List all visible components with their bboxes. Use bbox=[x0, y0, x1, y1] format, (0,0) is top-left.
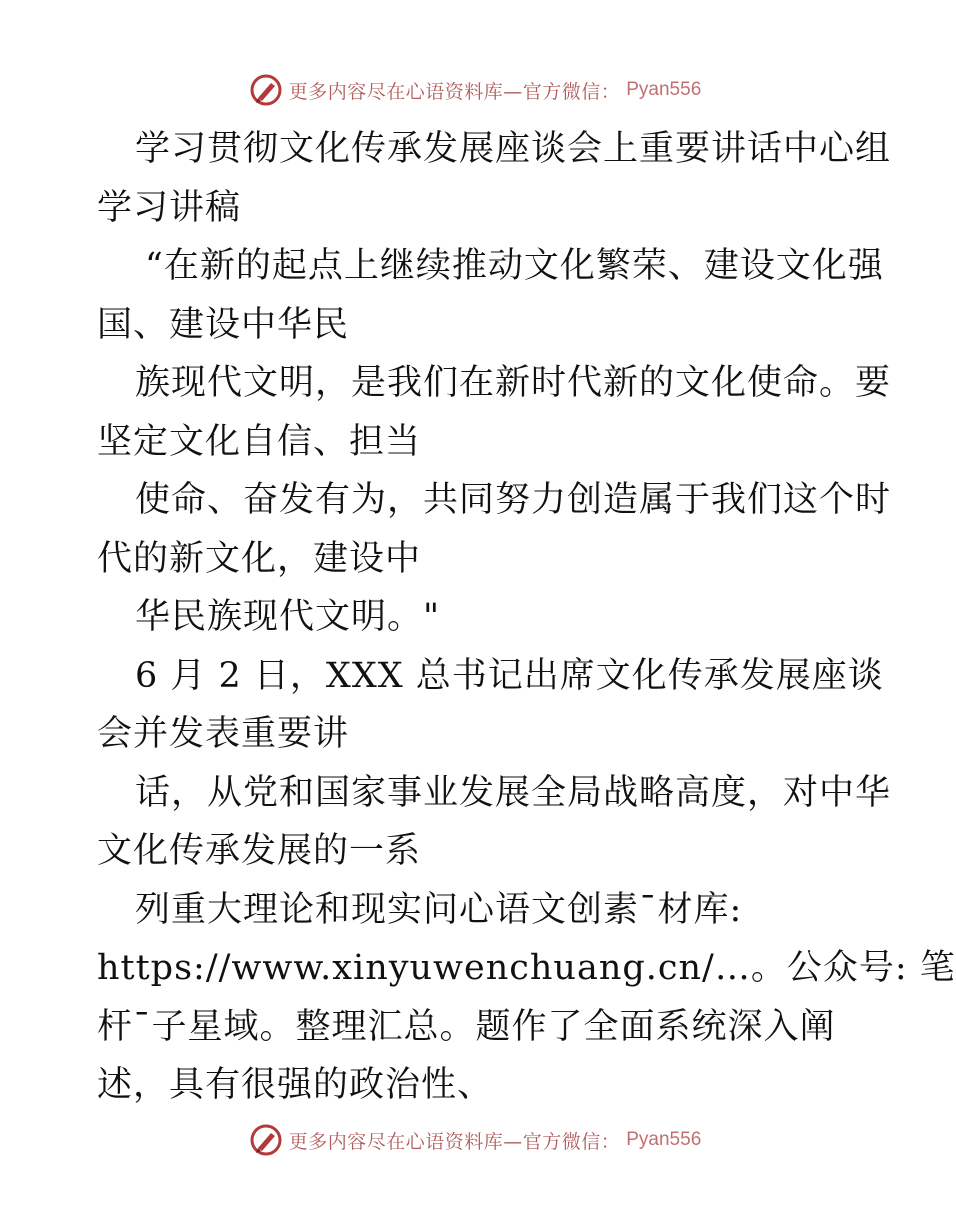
text-line: 坚定文化自信、担当 bbox=[97, 421, 422, 462]
text-line: 述，具有很强的政治性、 bbox=[97, 1065, 494, 1105]
header-watermark bbox=[0, 70, 950, 110]
pen-logo-icon bbox=[249, 73, 283, 107]
watermark-wechat-id: Pyan556 bbox=[626, 79, 702, 100]
footer-watermark bbox=[0, 1120, 950, 1160]
text-line: 6 月 2 日，XXX 总书记出席文化传承发展座谈 bbox=[135, 655, 884, 696]
watermark-text: 更多内容尽在心语资料库—官方微信： bbox=[288, 80, 621, 103]
text-line: 话，从党和国家事业发展全局战略高度，对中华 bbox=[135, 772, 892, 813]
text-line: 文化传承发展的一系 bbox=[97, 831, 422, 871]
text-line: 使命、奋发有为，共同努力创造属于我们这个时 bbox=[135, 480, 892, 520]
text-line: 学习讲稿 bbox=[97, 187, 242, 228]
text-line: “在新的起点上继续推动文化繁荣、建设文化强 bbox=[145, 246, 884, 286]
text-line: 列重大理论和现实问心语文创素¯材库: bbox=[135, 889, 743, 930]
text-line: 族现代文明，是我们在新时代新的文化使命。要 bbox=[135, 363, 892, 403]
text-line: 杆¯子星域。整理汇总。题作了全面系统深入阐 bbox=[97, 1006, 836, 1047]
pen-logo-icon bbox=[249, 1123, 283, 1157]
text-line: 国、建设中华民 bbox=[97, 304, 350, 345]
text-line: 华民族现代文明。" bbox=[135, 597, 441, 637]
text-line: 会并发表重要讲 bbox=[97, 714, 350, 754]
text-line: https://www.xinyuwenchuang.cn/…。公众号: 笔 bbox=[97, 948, 956, 988]
text-line: 学习贯彻文化传承发展座谈会上重要讲话中心组 bbox=[135, 129, 892, 169]
document-body bbox=[97, 120, 956, 1115]
watermark-text: 更多内容尽在心语资料库—官方微信： bbox=[288, 1130, 621, 1153]
text-line: 代的新文化，建设中 bbox=[97, 538, 422, 579]
watermark-wechat-id: Pyan556 bbox=[626, 1129, 702, 1150]
